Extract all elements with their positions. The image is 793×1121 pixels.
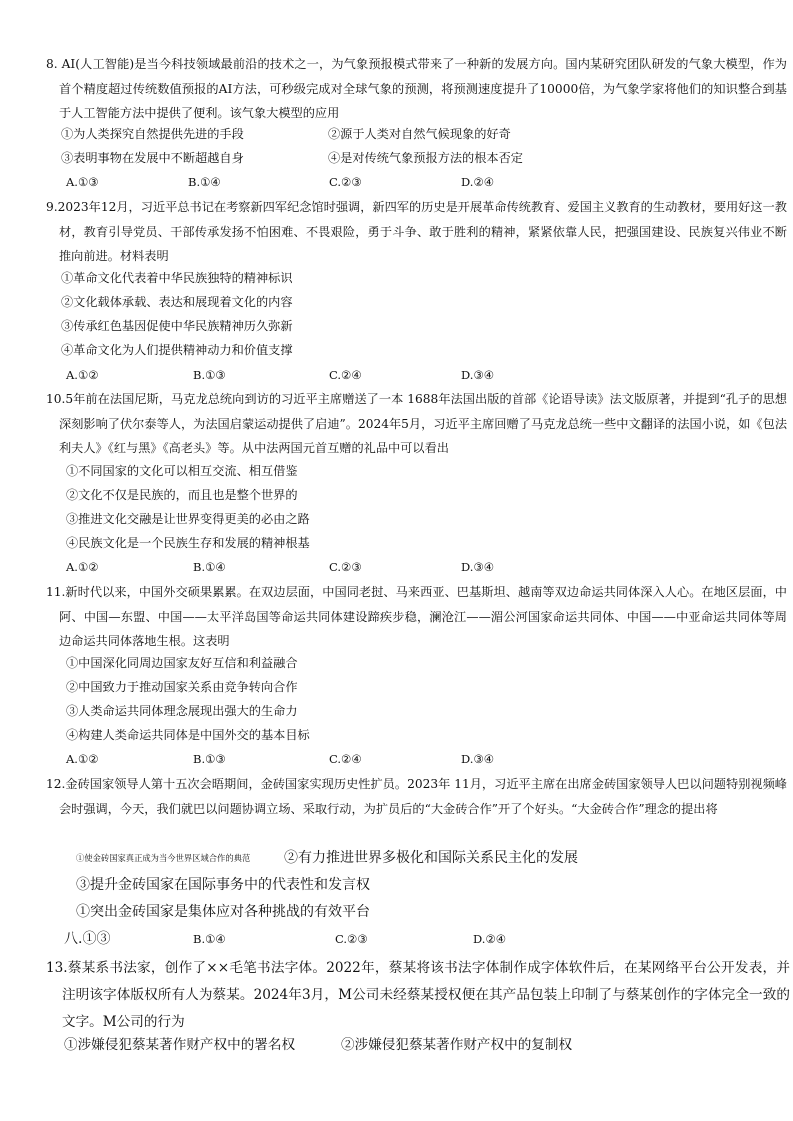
question-8-option-1: ①为人类探究自然提供先进的手段 [61,127,244,141]
question-8-answer-c: C.②③ [329,175,362,189]
question-10-answer-a: A.①② [66,560,99,574]
question-11-option-1: ①中国深化同周边国家友好互信和利益融合 [66,656,298,670]
question-12-answer-c: C.②③ [335,932,368,946]
question-11-option-2: ②中国致力于推动国家关系由竞争转向合作 [66,680,298,694]
question-10-option-1: ①不同国家的文化可以相互交流、相互借鉴 [66,464,298,478]
question-11-answer-a: A.①② [66,752,99,766]
question-8-option-4: ④是对传统气象预报方法的根本否定 [328,151,523,165]
question-10-answer-d: D.③④ [461,560,495,574]
question-10-answer-c: C.②③ [329,560,362,574]
question-12-option-3: ③提升金砖国家在国际事务中的代表性和发言权 [76,877,370,893]
question-9-option-3: ③传承红色基因促使中华民族精神历久弥新 [61,319,293,333]
question-12-answer-b: B.①④ [193,932,226,946]
question-11-answer-b: B.①③ [193,752,226,766]
question-8-answer-a: A.①③ [66,175,99,189]
question-10-option-4: ④民族文化是一个民族生存和发展的精神根基 [66,536,310,550]
question-13-option-2: ②涉嫌侵犯蔡某著作财产权中的复制权 [341,1037,573,1053]
question-11-option-4: ④构建人类命运共同体是中国外交的基本目标 [66,728,310,742]
question-9-option-1: ①革命文化代表着中华民族独特的精神标识 [61,271,293,285]
question-12-stem: 12.金砖国家领导人第十五次会晤期间，金砖国家实现历史性扩员。2023年 11月，习近平主席在出席金砖国家领导人巴以问题特别视频峰会时强调，今天，我们就巴以问题协调立场、采取行动，为扩员后的“大金砖合作”开了个好头。“大金砖合作”理念的提出将 [46,777,787,816]
question-13-stem: 13.蔡某系书法家，创作了××毛笔书法字体。2022年，蔡某将该书法字体制作成字体软件后，在某网络平台公开发表，并注明该字体版权所有人为蔡某。2024年3月，M公司未经蔡某授权便在其产品包装上印制了与蔡某创作的字体完全一致的文字。M公司的行为 [46,960,790,1030]
question-12-answer-a: 八.①③ [64,931,111,947]
question-9-stem: 9.2023年12月，习近平总书记在考察新四军纪念馆时强调，新四军的历史是开展革命传统教育、爱国主义教育的生动教材，要用好这一教材，教育引导党员、干部传承发扬不怕困难、不畏艰险，勇于斗争、敢于胜利的精神，紧紧依靠人民，把强国建设、民族复兴伟业不断推向前进。材料表明 [46,200,787,264]
question-9-answer-b: B.①③ [193,368,226,382]
question-9-answer-a: A.①② [66,368,99,382]
question-12-option-4: ①突出金砖国家是集体应对各种挑战的有效平台 [76,904,370,920]
question-8-option-3: ③表明事物在发展中不断超越自身 [61,151,244,165]
question-8-stem: 8. AI(人工智能)是当今科技领域最前沿的技术之一，为气象预报模式带来了一种新的发展方向。国内某研究团队研发的气象大模型，作为首个精度超过传统数值预报的AI方法，可秒级完成对全球气象的预测，将预测速度提升了10000倍，为气象学家将他们的知识整合到基于人工智能方法中提供了便利。该气象大模型的应用 [46,57,787,121]
question-11-stem: 11.新时代以来，中国外交硕果累累。在双边层面，中国同老挝、马来西亚、巴基斯坦、越南等双边命运共同体深入人心。在地区层面，中阿、中国—东盟、中国——太平洋岛国等命运共同体建设蹄疾步稳，澜沧江——湄公河国家命运共同体、中国——中亚命运共同体等周边命运共同体落地生根。这表明 [46,585,787,649]
question-9-option-2: ②文化载体承载、表达和展现着文化的内容 [61,295,293,309]
question-11-answer-c: C.②④ [329,752,362,766]
question-12-answer-d: D.②④ [473,932,507,946]
question-10-answer-b: B.①④ [193,560,226,574]
question-10-option-2: ②文化不仅是民族的，而且也是整个世界的 [66,488,298,502]
question-9-answer-c: C.②④ [329,368,362,382]
question-9-answer-d: D.③④ [461,368,495,382]
question-10-option-3: ③推进文化交融是让世界变得更美的必由之路 [66,512,310,526]
question-10-stem: 10.5年前在法国尼斯，马克龙总统向到访的习近平主席赠送了一本 1688年法国出版的首部《论语导读》法文版原著，并提到“孔子的思想深刻影响了伏尔泰等人，为法国启蒙运动提供了启迪”。2024年5月，习近平主席回赠了马克龙总统一些中文翻译的法国小说，如《包法利夫人》《红与黑》《高老头》等。从中法两国元首互赠的礼品中可以看出 [46,392,787,456]
question-8-option-2: ②源于人类对自然气候现象的好奇 [328,127,511,141]
question-9-option-4: ④革命文化为人们提供精神动力和价值支撑 [61,343,293,357]
question-12-option-1: ①使金砖国家真正成为当今世界区域合作的典范 [76,853,251,863]
question-8-answer-d: D.②④ [461,175,495,189]
question-12-option-2: ②有力推进世界多极化和国际关系民主化的发展 [284,850,578,866]
question-13-option-1: ①涉嫌侵犯蔡某著作财产权中的署名权 [64,1037,296,1053]
question-8-answer-b: B.①④ [188,175,221,189]
question-11-option-3: ③人类命运共同体理念展现出强大的生命力 [66,704,298,718]
question-11-answer-d: D.③④ [461,752,495,766]
